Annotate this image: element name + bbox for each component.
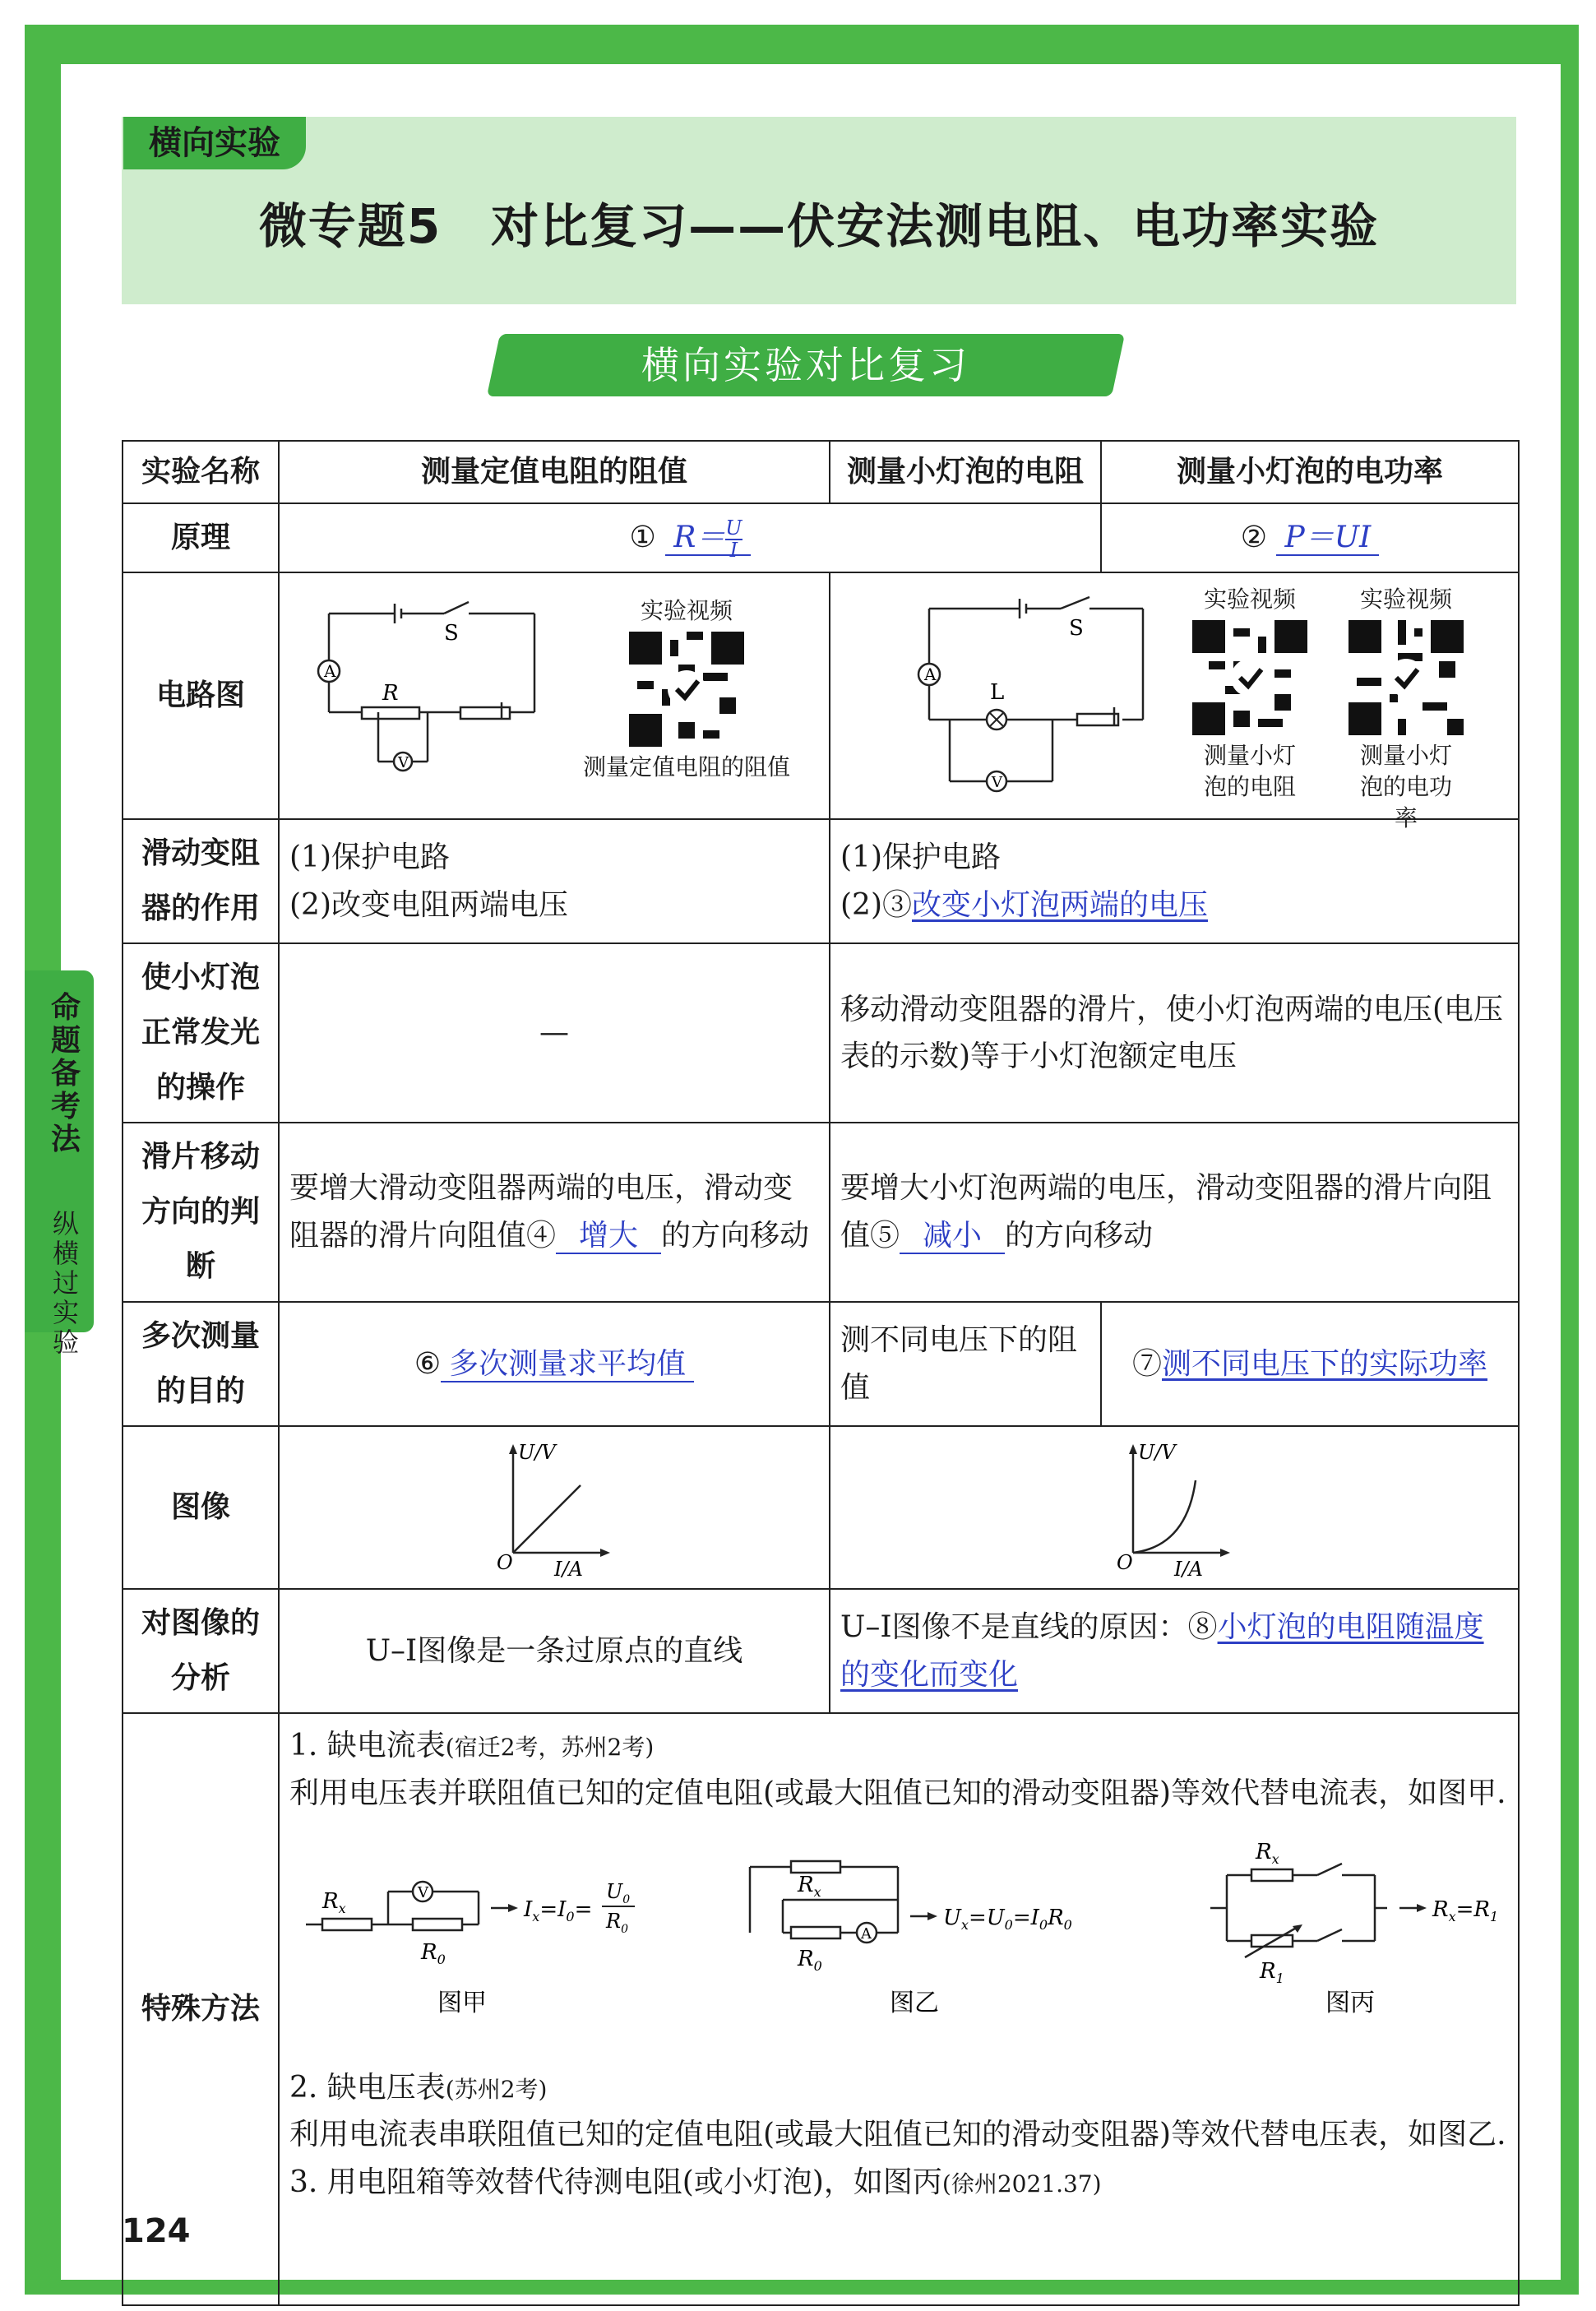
ui-graph-linear (488, 1438, 620, 1577)
analysis-row (123, 1589, 1519, 1713)
qr-code-icon[interactable] (629, 632, 744, 747)
formula-r: R＝ (673, 521, 726, 555)
qr-caption: 测量定值电阻的阻值 (582, 753, 790, 780)
header-lamp-power: 测量小灯泡的电功率 (1101, 441, 1519, 503)
special-figures (289, 1818, 1508, 2064)
item1-heading (289, 1722, 1508, 1770)
svg-text:S: S (1069, 616, 1084, 641)
circled-1: ① (629, 521, 656, 555)
qr-title: 实验视频 (1203, 586, 1296, 614)
graph-linear-cell (279, 1426, 830, 1589)
svg-text:Rx=R1: $R_x=R_1$ (1432, 1897, 1499, 1924)
qr-code-icon[interactable] (1192, 620, 1307, 735)
qr-block-fixed (567, 595, 806, 783)
slide-left-pre: 要增大滑动变阻器两端的电压，滑动变阻器的滑片向阻值④ (289, 1171, 793, 1253)
svg-text:R: R (382, 681, 399, 706)
y-axis-label: U/V (518, 1441, 556, 1465)
figure-a-caption: 图甲 (437, 1988, 487, 2017)
x-axis-label: I/A (554, 1558, 583, 1578)
svg-text:A: A (924, 665, 937, 685)
top-border (25, 25, 1579, 64)
circuit-lamp-cell (830, 572, 1519, 831)
x-axis-label: I/A (1174, 1558, 1203, 1578)
ui-graph-curve (1108, 1438, 1240, 1577)
svg-text:V: V (992, 774, 1002, 792)
svg-text:Rx: $R_x$ (798, 1872, 821, 1900)
header-row (123, 441, 1519, 503)
svg-text:R1: $R_1$ (1260, 1958, 1284, 1986)
graph-label: 图像 (123, 1426, 279, 1589)
svg-text:V: V (398, 754, 409, 772)
slide-right-pre: 要增大小灯泡两端的电压，滑动变阻器的滑片向阻值⑤ (840, 1171, 1492, 1253)
circuit-diagram-lamp (896, 584, 1168, 806)
normal-glow-left: — (279, 943, 830, 1123)
principle-r (279, 503, 1101, 573)
slide-dir-left (279, 1123, 830, 1302)
rheostat-label: 滑动变阻器的作用 (123, 819, 279, 943)
purpose-fixed (279, 1302, 830, 1426)
circled-6: ⑥ (414, 1346, 442, 1381)
right-border (1561, 25, 1579, 2295)
svg-text:Rx: $R_x$ (322, 1888, 346, 1916)
svg-text:R0: $R_0$ (798, 1946, 822, 1974)
slide-dir-label: 滑片移动方向的判断 (123, 1123, 279, 1302)
graph-curve-cell (830, 1426, 1519, 1589)
comparison-table (122, 440, 1520, 2306)
qr-code-icon[interactable] (1349, 620, 1464, 735)
fraction-denominator: I (729, 539, 738, 563)
normal-glow-label: 使小灯泡正常发光的操作 (123, 943, 279, 1123)
principle-p (1101, 503, 1519, 573)
item3-source: (徐州2021.37) (941, 2170, 1102, 2198)
svg-text:Ix=I0=: $I_x=I_0=$ (524, 1897, 593, 1924)
answer-3: 改变小灯泡两端的电压 (912, 887, 1209, 922)
side-tab-sub: 纵横过实验 (52, 1208, 79, 1358)
circled-7: ⑦ (1131, 1346, 1162, 1381)
svg-text:V: V (418, 1883, 428, 1901)
qr-block-lamp-p (1324, 584, 1488, 833)
side-tab-main: 命题备考法 (50, 991, 81, 1156)
y-axis-label: U/V (1138, 1441, 1176, 1465)
banner-title: 横向实验对比复习 (641, 343, 970, 387)
answer-4: 增大 (556, 1219, 661, 1254)
principle-label: 原理 (123, 503, 279, 573)
slide-left-post: 的方向移动 (661, 1219, 810, 1253)
page-title: 微专题5 对比复习——伏安法测电阻、电功率实验 (258, 198, 1380, 254)
circuit-row (123, 572, 1519, 819)
slide-dir-right (830, 1123, 1519, 1302)
figure-b (733, 1834, 1145, 2048)
figure-b-caption: 图乙 (890, 1988, 939, 2017)
svg-text:R0: $R_0$ (606, 1909, 628, 1936)
answer-6: 多次测量求平均值 (441, 1347, 694, 1382)
item2-title: 2. 缺电压表 (289, 2070, 446, 2105)
figure-c (1194, 1834, 1539, 2048)
svg-text:U0: $U_0$ (606, 1879, 631, 1906)
special-label: 特殊方法 (123, 1713, 279, 2305)
rheostat-row (123, 819, 1519, 943)
qr-title: 实验视频 (1359, 586, 1452, 614)
principle-p-answer: P＝UI (1276, 521, 1379, 556)
svg-text:S: S (444, 621, 459, 646)
circuit-fixed-cell (279, 572, 830, 819)
svg-text:L: L (990, 680, 1005, 706)
qr-block-lamp-r (1168, 584, 1332, 802)
qr-caption: 测量小灯泡的电阻 (1203, 741, 1296, 800)
item1-source: (宿迁2考，苏州2考) (445, 1734, 655, 1762)
principle-row (123, 503, 1519, 573)
circuit-label: 电路图 (123, 572, 279, 819)
slide-right-post: 的方向移动 (1005, 1219, 1154, 1253)
ui-line-straight (513, 1485, 581, 1553)
normal-glow-right: 移动滑动变阻器的滑片，使小灯泡两端的电压(电压表的示数)等于小灯泡额定电压 (830, 943, 1519, 1123)
answer-7: 测不同电压下的实际功率 (1162, 1346, 1488, 1381)
header-fixed-resistor: 测量定值电阻的阻值 (279, 441, 830, 503)
normal-glow-row (123, 943, 1519, 1123)
purpose-label: 多次测量的目的 (123, 1302, 279, 1426)
item3 (289, 2159, 1508, 2207)
svg-text:A: A (324, 661, 336, 682)
svg-text:R0: $R_0$ (421, 1939, 446, 1967)
special-content (279, 1713, 1519, 2305)
figure-a (289, 1834, 651, 2048)
figure-c-caption: 图丙 (1325, 1988, 1375, 2017)
slide-dir-row (123, 1123, 1519, 1302)
rheostat-right-2 (840, 882, 1508, 929)
qr-caption: 测量小灯泡的电功率 (1359, 741, 1452, 831)
rheostat-right (830, 819, 1519, 943)
header-lamp-resistance: 测量小灯泡的电阻 (830, 441, 1101, 503)
ui-curve (1133, 1480, 1196, 1553)
circuit-diagram-fixed (296, 589, 559, 803)
purpose-lamp-r: 测不同电压下的阻值 (830, 1302, 1101, 1426)
rheostat-right-1: (1)保护电路 (840, 841, 1001, 875)
rheostat-right-2-prefix: (2)③ (840, 887, 912, 922)
origin-label: O (1117, 1551, 1133, 1575)
header-name: 实验名称 (123, 441, 279, 503)
circled-2: ② (1240, 521, 1268, 555)
analysis-right (830, 1589, 1519, 1713)
item2-source: (苏州2考) (445, 2075, 548, 2103)
analysis-label: 对图像的分析 (123, 1589, 279, 1713)
rheostat-left-1: (1)保护电路 (289, 841, 450, 875)
fraction-numerator: U (725, 516, 742, 540)
svg-text:Rx: $R_x$ (1256, 1839, 1279, 1867)
graph-row (123, 1426, 1519, 1589)
fraction-u-over-i (725, 518, 742, 561)
page-number: 124 (122, 2212, 191, 2250)
answer-5: 减小 (900, 1219, 1005, 1254)
item2-text: 利用电流表串联阻值已知的定值电阻(或最大阻值已知的滑动变阻器)等效代替电压表，如图乙. (289, 2118, 1506, 2152)
answer-8: 小灯泡的电阻随温度的变化而变化 (840, 1610, 1484, 1692)
item1-title: 1. 缺电流表 (289, 1729, 446, 1763)
rheostat-left (279, 819, 830, 943)
origin-label: O (497, 1551, 513, 1575)
rheostat-left-2: (2)改变电阻两端电压 (289, 887, 568, 922)
analysis-right-pre: U–I图像不是直线的原因：⑧ (840, 1610, 1218, 1645)
section-tag: 横向实验 (123, 117, 306, 169)
item3-text: 3. 用电阻箱等效替代待测电阻(或小灯泡)，如图丙 (289, 2165, 942, 2199)
purpose-row (123, 1302, 1519, 1426)
special-row (123, 1713, 1519, 2305)
item2-heading (289, 2064, 1508, 2112)
analysis-left: U–I图像是一条过原点的直线 (279, 1589, 830, 1713)
purpose-lamp-p (1101, 1302, 1519, 1426)
principle-r-answer (665, 516, 750, 563)
item1-text: 利用电压表并联阻值已知的定值电阻(或最大阻值已知的滑动变阻器)等效代替电流表，如图甲. (289, 1776, 1506, 1810)
svg-text:Ux=U0=I0R0: $U_x=U_0=I_0R_0$ (943, 1905, 1072, 1933)
svg-text:A: A (861, 1924, 872, 1943)
qr-title: 实验视频 (640, 597, 733, 625)
